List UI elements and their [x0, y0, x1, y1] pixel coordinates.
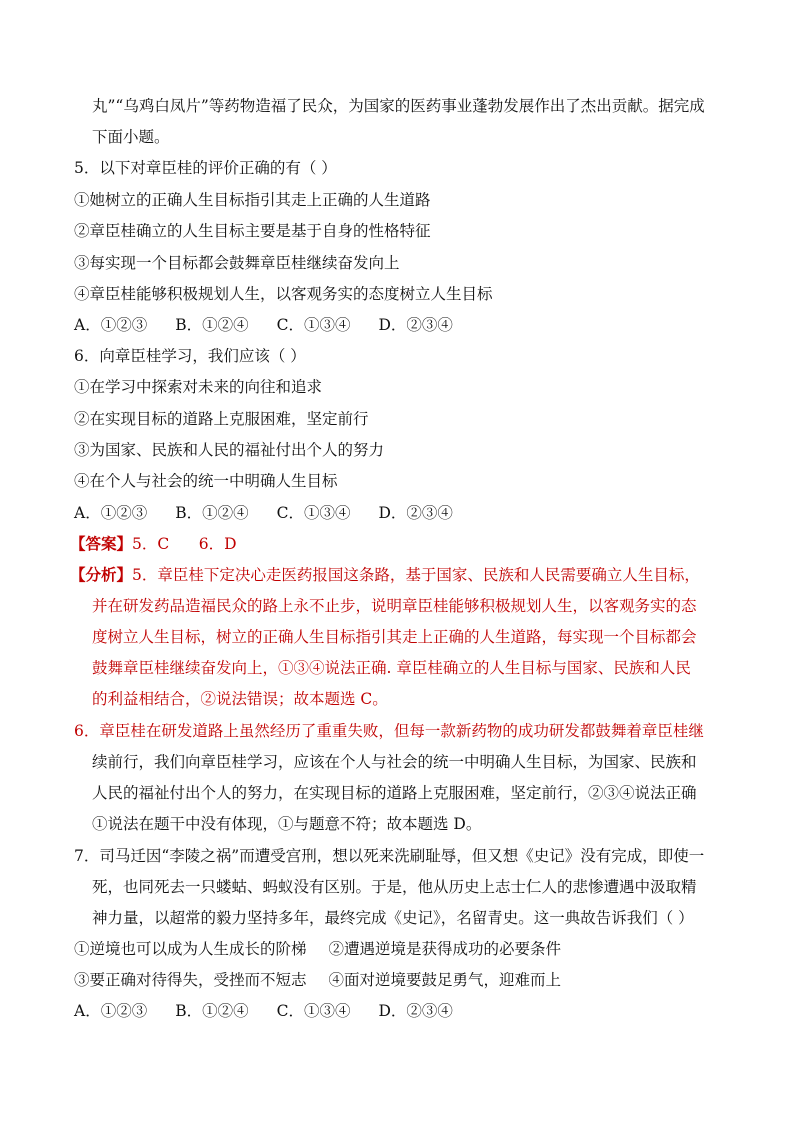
analysis-p5-line-4: 鼓舞章臣桂继续奋发向上，①③④说法正确. 章臣桂确立的人生目标与国家、民族和人民 [92, 659, 691, 677]
q6-item-4: ④在个人与社会的统一中明确人生目标 [74, 472, 338, 490]
q7-item-4: ④面对逆境要鼓足勇气，迎难而上 [328, 971, 562, 989]
analysis-p5-line-1: 5．章臣桂下定决心走医药报国这条路，基于国家、民族和人民需要确立人生目标， [132, 566, 700, 584]
q5-choice-c[interactable]: C．①③④ [276, 316, 351, 334]
q6-item-3: ③为国家、民族和人民的福祉付出个人的努力 [74, 441, 385, 459]
q6-stem: 6．向章臣桂学习，我们应该（ ） [74, 347, 306, 365]
q5-item-4: ④章臣桂能够积极规划人生，以客观务实的态度树立人生目标 [74, 285, 493, 303]
q7-stem-line-2: 死，也同死去一只蝼蛄、蚂蚁没有区别。于是，他从历史上志士仁人的悲惨遭遇中汲取精 [92, 878, 697, 896]
q7-choice-c[interactable]: C．①③④ [276, 1002, 351, 1020]
intro-line-1: 丸”“乌鸡白凤片”等药物造福了民众，为国家的医药事业蓬勃发展作出了杰出贡献。据完成 [92, 97, 705, 115]
q5-item-1: ①她树立的正确人生目标指引其走上正确的人生道路 [74, 191, 431, 209]
analysis-p5-line-3: 度树立人生目标，树立的正确人生目标指引其走上正确的人生道路，每实现一个目标都会 [92, 628, 697, 646]
q7-item-3: ③要正确对待得失，受挫而不短志 [74, 971, 307, 989]
q7-items-row-2 [74, 970, 561, 990]
q7-choices [74, 1001, 453, 1021]
q6-choice-a[interactable]: A．①②③ [74, 504, 148, 522]
answer-tag: 【答案】 [70, 534, 133, 553]
q5-choice-d[interactable]: D．②③④ [378, 316, 453, 334]
q7-item-2: ②遭遇逆境是获得成功的必要条件 [328, 940, 562, 958]
analysis-p5-line-5: 的利益相结合，②说法错误；故本题选 C。 [92, 690, 388, 708]
q6-choice-c[interactable]: C．①③④ [276, 504, 351, 522]
q6-item-2: ②在实现目标的道路上克服困难，坚定前行 [74, 410, 369, 428]
q6-choice-b[interactable]: B．①②④ [175, 504, 249, 522]
analysis-p6-line-3: 人民的福祉付出个人的努力，在实现目标的道路上克服困难，坚定前行，②③④说法正确 [92, 784, 697, 802]
analysis-tag: 【分析】 [70, 565, 133, 584]
analysis-p6-line-4: ①说法在题干中没有体现，①与题意不符；故本题选 D。 [92, 815, 482, 833]
q7-stem-line-1: 7．司马迁因“李陵之祸”而遭受宫刑，想以死来洗刷耻辱，但又想《史记》没有完成，即使一 [74, 847, 705, 865]
q5-stem: 5．以下对章臣桂的评价正确的有（ ） [74, 159, 337, 177]
q5-item-2: ②章臣桂确立的人生目标主要是基于自身的性格特征 [74, 222, 431, 240]
analysis-p6-line-2: 续前行，我们向章臣桂学习，应该在个人与社会的统一中明确人生目标，为国家、民族和 [92, 753, 697, 771]
q7-stem-line-3: 神力量，以超常的毅力坚持多年，最终完成《史记》，名留青史。这一典故告诉我们（ ） [92, 909, 694, 927]
q7-choice-a[interactable]: A．①②③ [74, 1002, 148, 1020]
q7-items-row-1 [74, 939, 561, 959]
analysis-p6-line-1: 6．章臣桂在研发道路上虽然经历了重重失败，但每一款新药物的成功研发都鼓舞着章臣桂继 [74, 722, 704, 740]
q6-choice-d[interactable]: D．②③④ [378, 504, 453, 522]
q7-choice-d[interactable]: D．②③④ [378, 1002, 453, 1020]
answer-line [70, 534, 237, 554]
q7-item-1: ①逆境也可以成为人生成长的阶梯 [74, 940, 307, 958]
q7-choice-b[interactable]: B．①②④ [175, 1002, 249, 1020]
analysis-p5-line-2: 并在研发药品造福民众的路上永不止步，说明章臣桂能够积极规划人生，以客观务实的态 [92, 597, 697, 615]
answer-text: 5．C 6．D [132, 535, 237, 553]
q6-choices [74, 503, 453, 523]
analysis-line-1 [70, 565, 700, 585]
q6-item-1: ①在学习中探索对未来的向往和追求 [74, 378, 323, 396]
q5-choices [74, 315, 453, 335]
intro-line-2: 下面小题。 [92, 128, 170, 146]
q5-choice-b[interactable]: B．①②④ [175, 316, 249, 334]
q5-choice-a[interactable]: A．①②③ [74, 316, 148, 334]
q5-item-3: ③每实现一个目标都会鼓舞章臣桂继续奋发向上 [74, 254, 400, 272]
